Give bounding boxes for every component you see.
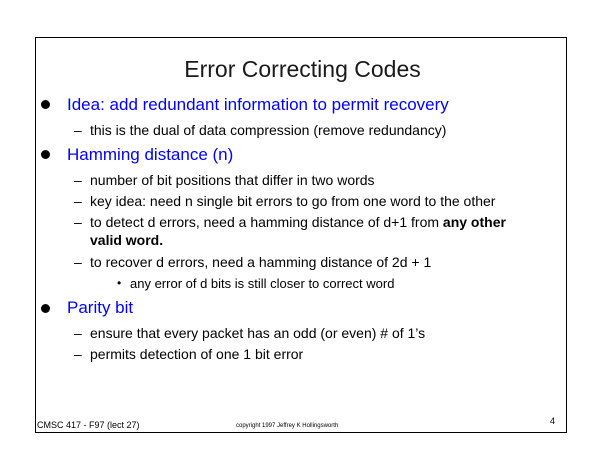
page-number: 4 <box>550 416 556 426</box>
bullet-2-sub-4-sub-1-dot: • <box>117 276 122 290</box>
bullet-2-sub-3-dash: – <box>74 214 82 230</box>
bullet-1-text: Idea: add redundant information to permit recovery <box>67 95 449 114</box>
bullet-1-dot <box>41 100 50 109</box>
bullet-2-sub-4-text: to recover d errors, need a hamming distance of 2d + 1 <box>90 254 432 270</box>
bullet-2-sub-3-bold: any other <box>442 214 506 230</box>
bullet-2-sub-1-text: number of bit positions that differ in two words <box>90 172 375 188</box>
bullet-2-sub-1-dash: – <box>74 172 82 188</box>
bullet-2-sub-3-bold-2: valid word. <box>90 232 164 248</box>
bullet-3-sub-1-text: ensure that every packet has an odd (or even) # of 1’s <box>90 325 426 341</box>
bullet-3-sub-2-text: permits detection of one 1 bit error <box>90 346 304 362</box>
bullet-2-dot <box>41 150 50 159</box>
bullet-3-dot <box>41 304 50 313</box>
footer-course: CMSC 417 - F97 (lect 27) <box>37 420 140 430</box>
bullet-2-sub-2-dash: – <box>74 193 82 209</box>
slide-title: Error Correcting Codes <box>184 56 421 82</box>
bullet-1-sub-1-text: this is the dual of data compression (remove redundancy) <box>90 122 447 138</box>
bullet-2-sub-3-plain: to detect d errors, need a hamming distance of d+1 from <box>90 214 443 230</box>
footer-copyright: copyright 1997 Jeffrey K Hollingsworth <box>236 423 339 429</box>
bullet-3-text: Parity bit <box>67 298 134 317</box>
bullet-2-sub-2-text: key idea: need n single bit errors to go from one word to the other <box>90 193 496 209</box>
bullet-2-sub-4-sub-1-text: any error of d bits is still closer to correct word <box>130 276 395 291</box>
bullet-2-sub-3-text <box>90 214 506 230</box>
bullet-1-sub-1-dash: – <box>74 122 82 138</box>
bullet-2-sub-3-continuation <box>90 232 163 248</box>
bullet-2-sub-4-dash: – <box>74 254 82 270</box>
bullet-3-sub-1-dash: – <box>74 325 82 341</box>
bullet-2-text: Hamming distance (n) <box>67 145 234 164</box>
bullet-3-sub-2-dash: – <box>74 346 82 362</box>
